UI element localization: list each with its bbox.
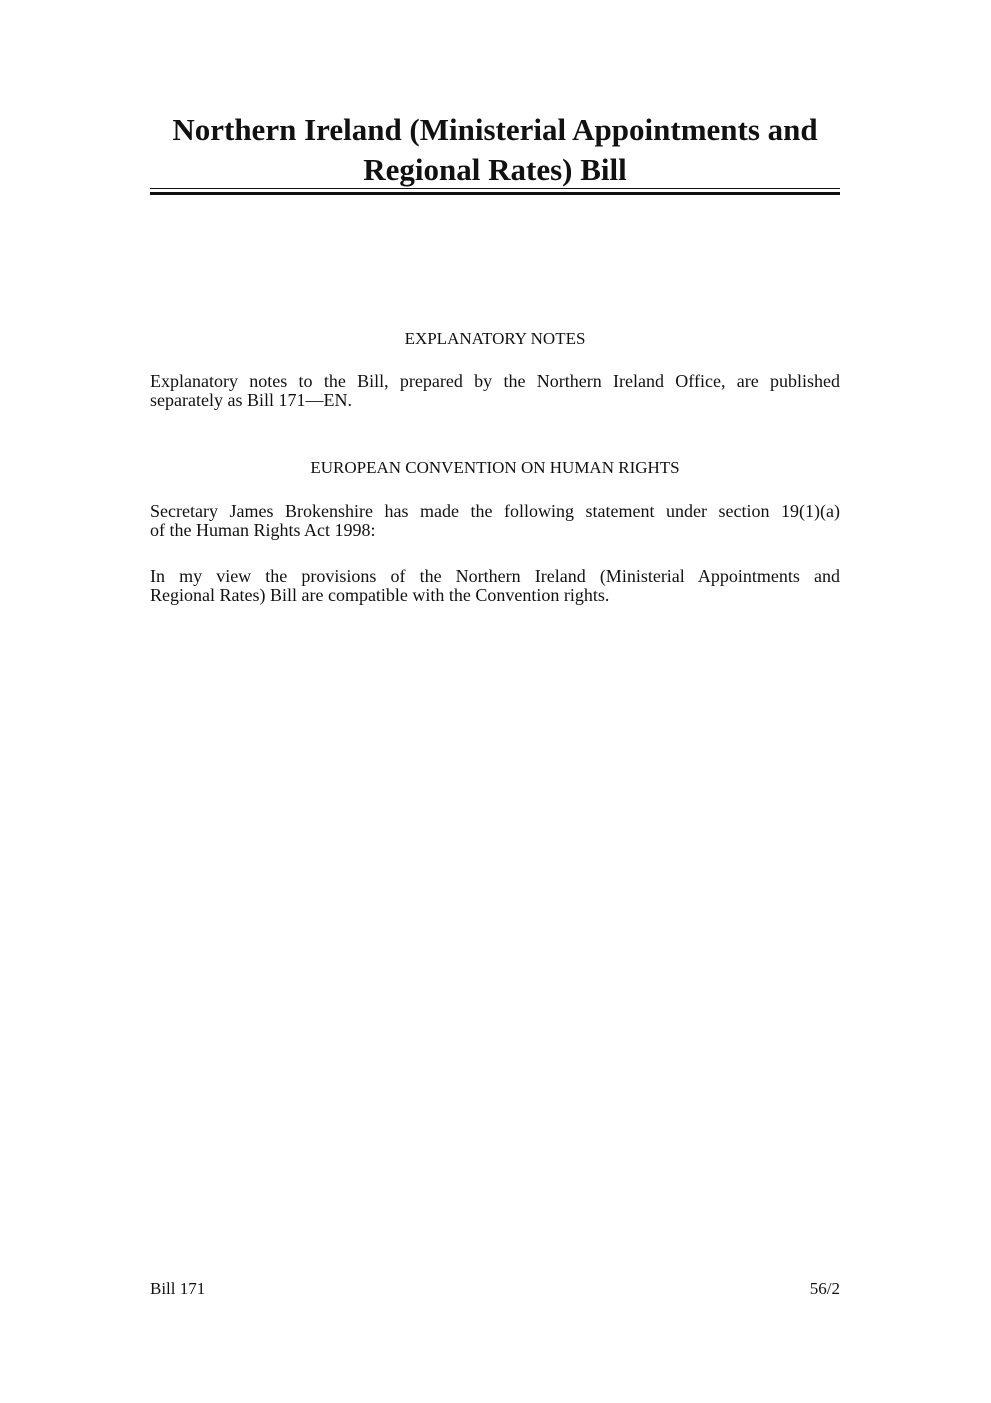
paragraph-line: Explanatory notes to the Bill, prepared by the Northern Ireland Office, are published [150, 371, 840, 391]
bill-title [150, 110, 840, 190]
bill-title-line-2: Regional Rates) Bill [363, 152, 627, 187]
echr-statement-paragraph [150, 502, 840, 540]
echr-heading: EUROPEAN CONVENTION ON HUMAN RIGHTS [310, 458, 680, 477]
paragraph-line: of the Human Rights Act 1998: [150, 520, 376, 540]
footer-page-code: 56/2 [809, 1279, 840, 1298]
paragraph-line: In my view the provisions of the Northern Ireland (Ministerial Appointments and [150, 566, 840, 586]
title-rule-thin [150, 188, 840, 189]
explanatory-notes-paragraph [150, 372, 840, 410]
paragraph-line: separately as Bill 171—EN. [150, 390, 352, 410]
bill-title-line-1: Northern Ireland (Ministerial Appointments and [172, 112, 818, 147]
paragraph-line: Secretary James Brokenshire has made the following statement under section 19(1)(a) [150, 501, 840, 521]
echr-view-paragraph [150, 567, 840, 605]
explanatory-notes-heading: EXPLANATORY NOTES [404, 329, 586, 348]
title-rule-thick [150, 192, 840, 195]
footer-bill-number: Bill 171 [150, 1279, 206, 1298]
paragraph-line: Regional Rates) Bill are compatible with the Convention rights. [150, 585, 610, 605]
